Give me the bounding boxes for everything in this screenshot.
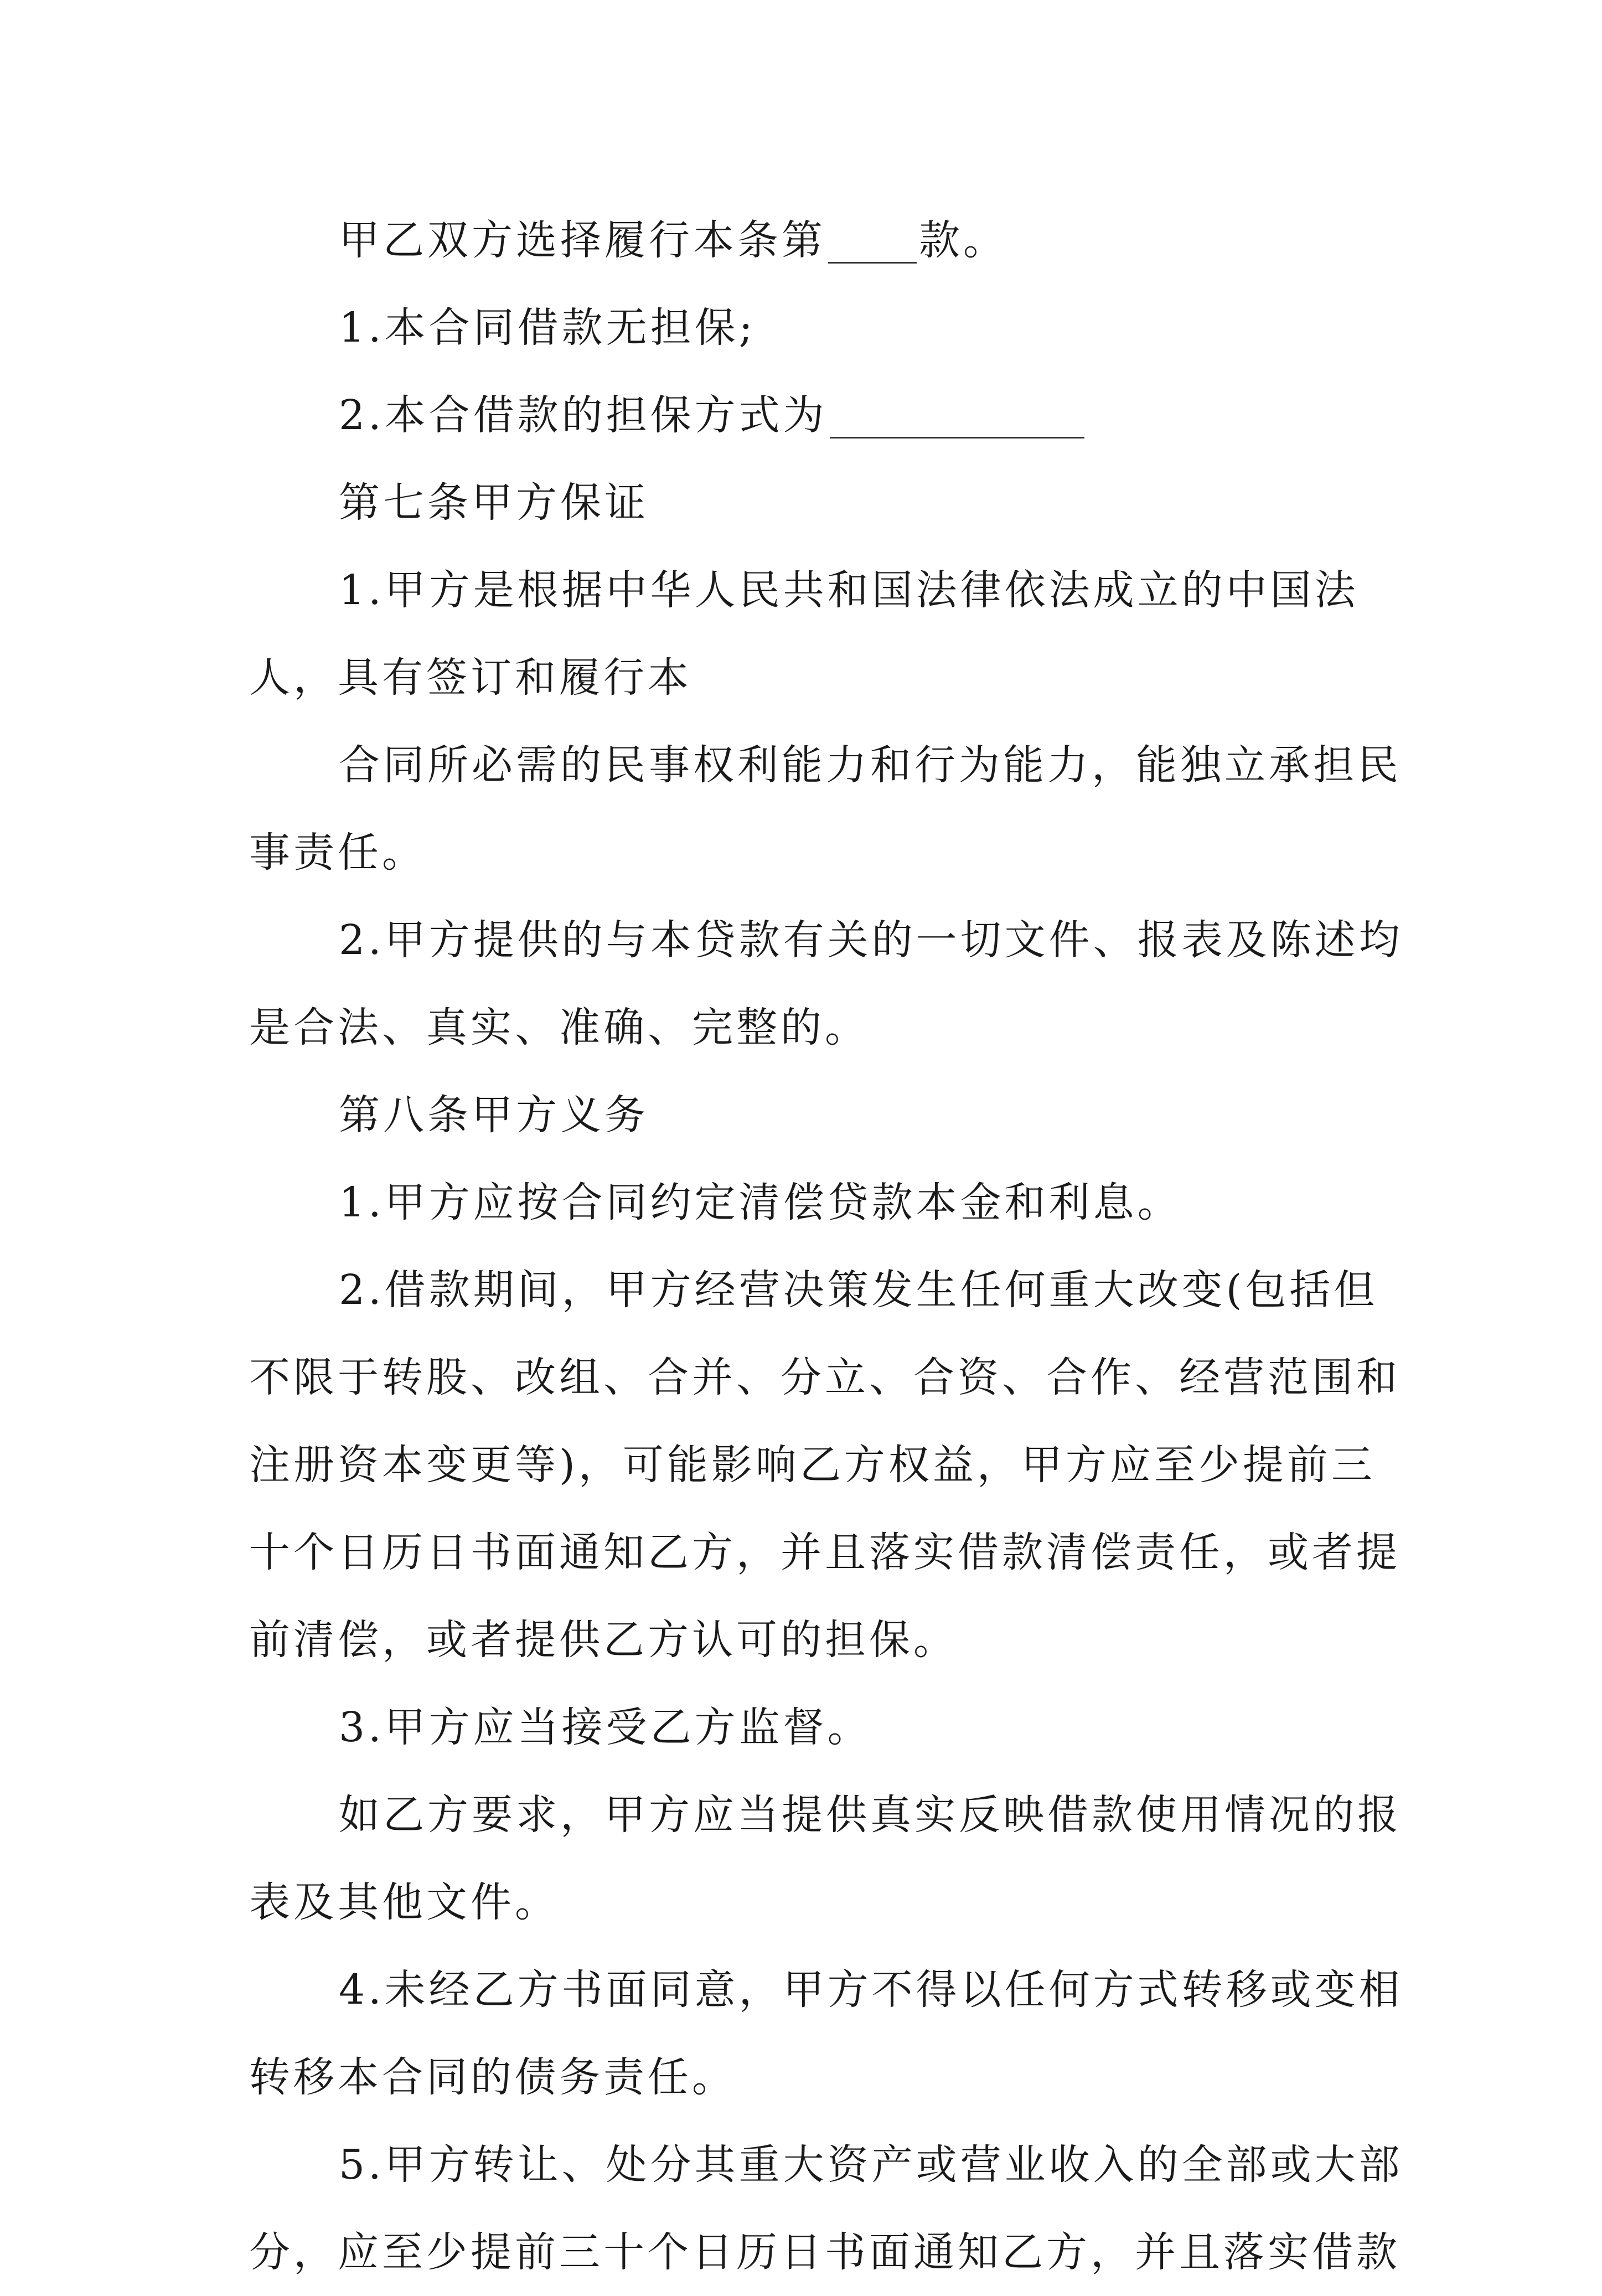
clause6-option1: 1.本合同借款无担保;	[339, 304, 756, 352]
clause7-title: 第七条甲方保证	[339, 479, 649, 527]
clause8-item3: 3.甲方应当接受乙方监督。	[339, 1704, 872, 1751]
contract-text	[249, 197, 1403, 2296]
clause7-p2-line2: 事责任。	[249, 829, 426, 876]
clause7-p2-line1: 合同所必需的民事权利能力和行为能力，能独立承担民	[339, 741, 1402, 789]
clause8-item1: 1.甲方应按合同约定清偿贷款本金和利息。	[339, 1179, 1182, 1226]
clause7-p1-line2: 人，具有签订和履行本	[249, 654, 692, 701]
clause8-item2-line5: 前清偿，或者提供乙方认可的担保。	[249, 1616, 958, 1664]
clause8-title: 第八条甲方义务	[339, 1091, 649, 1139]
clause8-item2-line3: 注册资本变更等)，可能影响乙方权益，甲方应至少提前三	[249, 1441, 1376, 1489]
clause-number-blank[interactable]	[828, 223, 917, 264]
clause7-p3-line1: 2.甲方提供的与本贷款有关的一切文件、报表及陈述均	[339, 916, 1403, 964]
clause8-item4-line1: 4.未经乙方书面同意，甲方不得以任何方式转移或变相	[339, 1966, 1403, 2014]
guarantee-method-blank[interactable]	[830, 398, 1084, 438]
clause8-item2-line2: 不限于转股、改组、合并、分立、合资、合作、经营范围和	[249, 1354, 1401, 1401]
clause8-item3b-line2: 表及其他文件。	[249, 1879, 559, 1926]
clause6-select-before: 甲乙双方选择履行本条第	[339, 216, 826, 264]
clause6-select-after: 款。	[919, 216, 1007, 264]
clause6-option2-line	[249, 372, 1373, 459]
clause8-item5-line1: 5.甲方转让、处分其重大资产或营业收入的全部或大部	[339, 2141, 1403, 2189]
clause8-item2-line1: 2.借款期间，甲方经营决策发生任何重大改变(包括但	[339, 1266, 1378, 1314]
clause7-p3-line2: 是合法、真实、准确、完整的。	[249, 1004, 869, 1051]
clause8-item3b-line1: 如乙方要求，甲方应当提供真实反映借款使用情况的报	[339, 1791, 1402, 1839]
clause6-option2: 2.本合借款的担保方式为	[339, 391, 828, 439]
clause8-item5-line2: 分，应至少提前三十个日历日书面通知乙方，并且落实借款	[249, 2228, 1401, 2276]
clause7-p1-line1: 1.甲方是根据中华人民共和国法律依法成立的中国法	[339, 566, 1359, 614]
clause8-item4-line2: 转移本合同的债务责任。	[249, 2053, 736, 2101]
clause8-item2-line4: 十个日历日书面通知乙方，并且落实借款清偿责任，或者提	[249, 1529, 1401, 1576]
clause6-selection-line	[249, 197, 1373, 284]
